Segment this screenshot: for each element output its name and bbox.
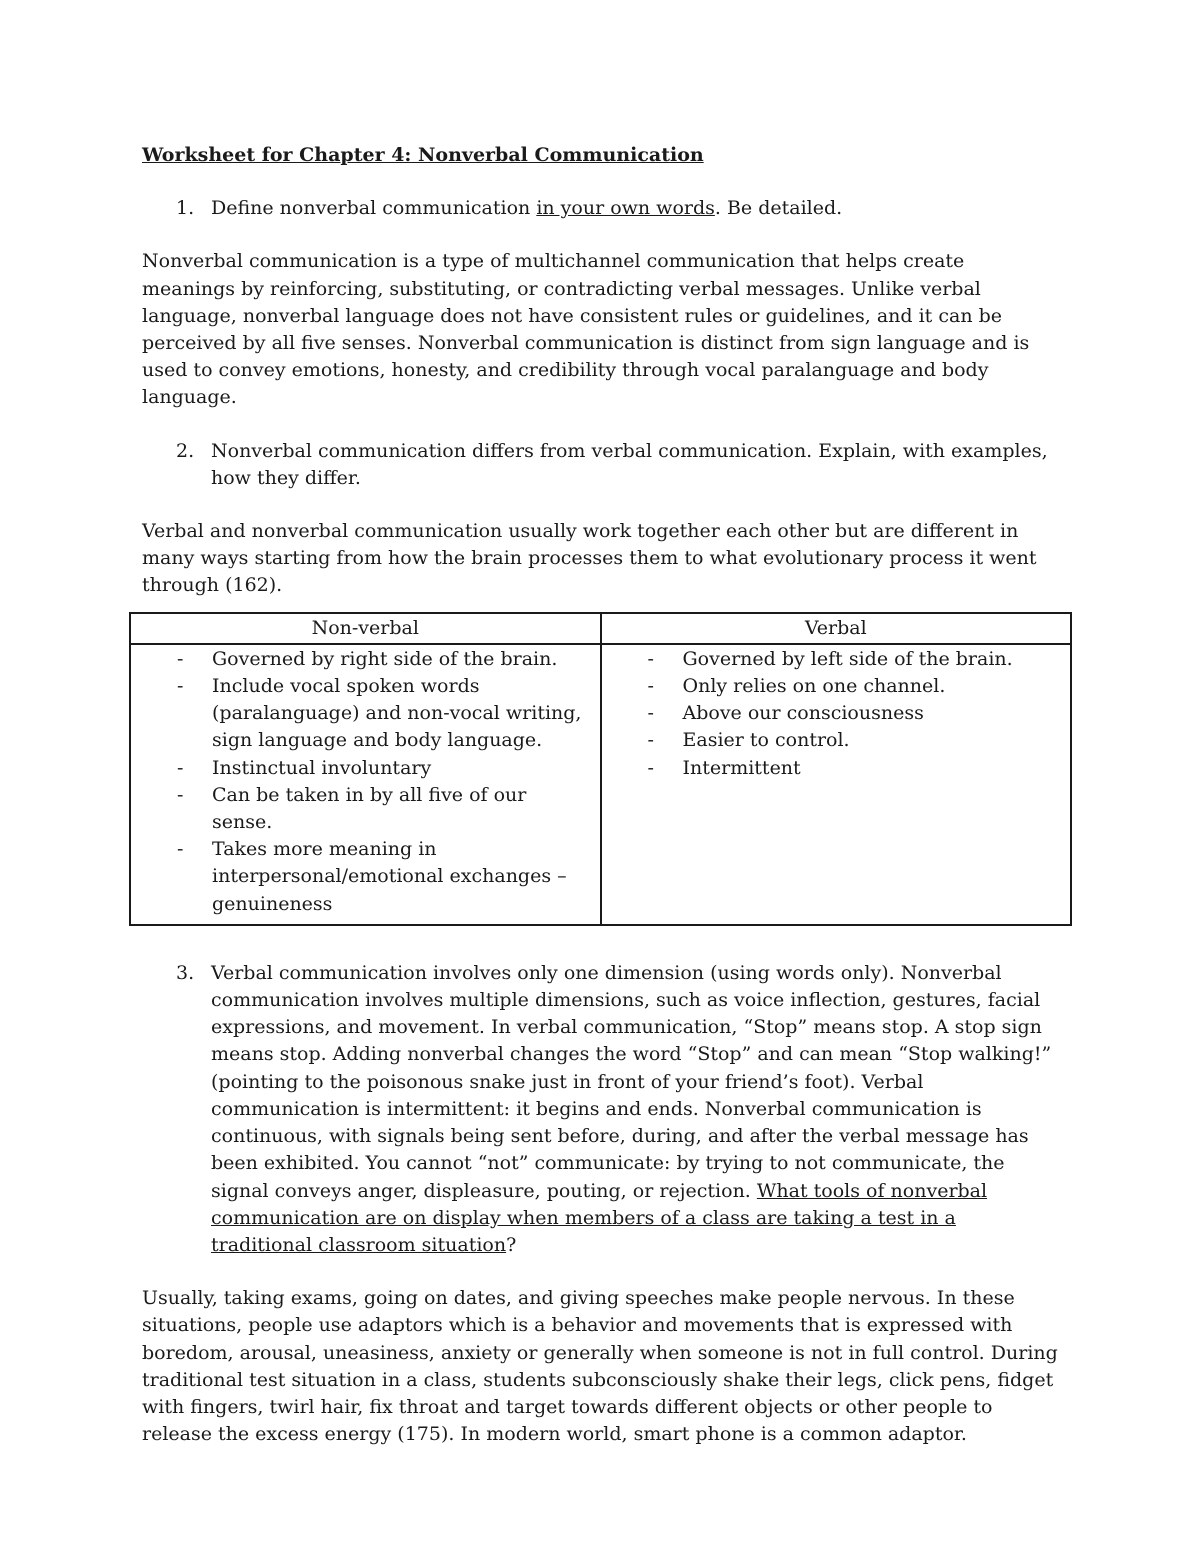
question-2-number: 2.	[176, 439, 195, 462]
verbal-list	[610, 646, 1063, 782]
table-body-row	[130, 644, 1071, 925]
question-3	[142, 960, 1060, 1259]
answer-3: Usually, taking exams, going on dates, and giving speeches make people nervous. In these situations, people use adaptors which is a behavior and movements that is expressed with boredom, arousal, uneasiness, anxiety or generally when someone is not in full control. During traditional test situation in a class, students subconsciously shake their legs, click pens, fidget with fingers, twirl hair, fix throat and target towards different objects or other people to release the excess energy (175). In modern world, smart phone is a common adaptor.	[142, 1287, 1058, 1446]
table-header-row	[130, 613, 1071, 644]
nonverbal-list	[139, 646, 592, 918]
list-item: - Intermittent	[610, 755, 1063, 782]
question-3-end: ?	[506, 1233, 517, 1256]
list-item: - Governed by right side of the brain.	[139, 646, 592, 673]
question-2-text: Nonverbal communication differs from verbal communication. Explain, with examples, how they differ.	[211, 439, 1048, 489]
question-1-underlined: in your own words	[536, 197, 715, 220]
question-2	[142, 438, 1060, 492]
header-verbal: Verbal	[601, 613, 1072, 644]
question-3-underlined: What tools of nonverbal communication are on display when members of a class are taking a test in a traditional classroom situation	[211, 1179, 988, 1256]
list-item: - Governed by left side of the brain.	[610, 646, 1063, 673]
nonverbal-cell	[130, 644, 601, 925]
list-item: - Above our consciousness	[610, 700, 1063, 727]
header-nonverbal: Non-verbal	[130, 613, 601, 644]
comparison-table	[129, 612, 1072, 926]
question-3-number: 3.	[176, 961, 195, 984]
question-1-text-before: Define nonverbal communication	[211, 197, 537, 220]
question-1-number: 1.	[176, 197, 195, 220]
list-item: - Can be taken in by all five of our sense.	[139, 782, 592, 836]
worksheet-page	[142, 142, 1060, 1474]
list-item: - Only relies on one channel.	[610, 673, 1063, 700]
answer-1: Nonverbal communication is a type of multichannel communication that helps create meanings by reinforcing, substituting, or contradicting verbal messages. Unlike verbal language, nonverbal language does not have consistent rules or guidelines, and it can be perceived by all five senses. Nonverbal communication is distinct from sign language and is used to convey emotions, honesty, and credibility through vocal paralanguage and body language.	[142, 250, 1030, 409]
question-1-text-after: . Be detailed.	[714, 197, 843, 220]
question-3-text: Verbal communication involves only one dimension (using words only). Nonverbal communication involves multiple dimensions, such as voice inflection, gestures, facial expressions, and movement. In verbal communication, “Stop” means stop. A stop sign means stop. Adding nonverbal changes the word “Stop” and can mean “Stop walking!” (pointing to the poisonous snake just in front of your friend’s foot). Verbal communication is intermittent: it begins and ends. Nonverbal communication is continuous, with signals being sent before, during, and after the verbal message has been exhibited. You cannot “not” communicate: by trying to not communicate, the signal conveys anger, displeasure, pouting, or rejection.	[211, 961, 1052, 1202]
page-title: Worksheet for Chapter 4: Nonverbal Communication	[142, 144, 704, 166]
list-item: - Instinctual involuntary	[139, 755, 592, 782]
list-item: - Include vocal spoken words (paralanguage) and non-vocal writing, sign language and body language.	[139, 673, 592, 755]
verbal-cell	[601, 644, 1072, 925]
question-1	[142, 195, 1060, 222]
list-item: - Easier to control.	[610, 727, 1063, 754]
list-item: - Takes more meaning in interpersonal/emotional exchanges – genuineness	[139, 836, 592, 918]
answer-2: Verbal and nonverbal communication usually work together each other but are different in many ways starting from how the brain processes them to what evolutionary process it went through (162).	[142, 520, 1037, 597]
